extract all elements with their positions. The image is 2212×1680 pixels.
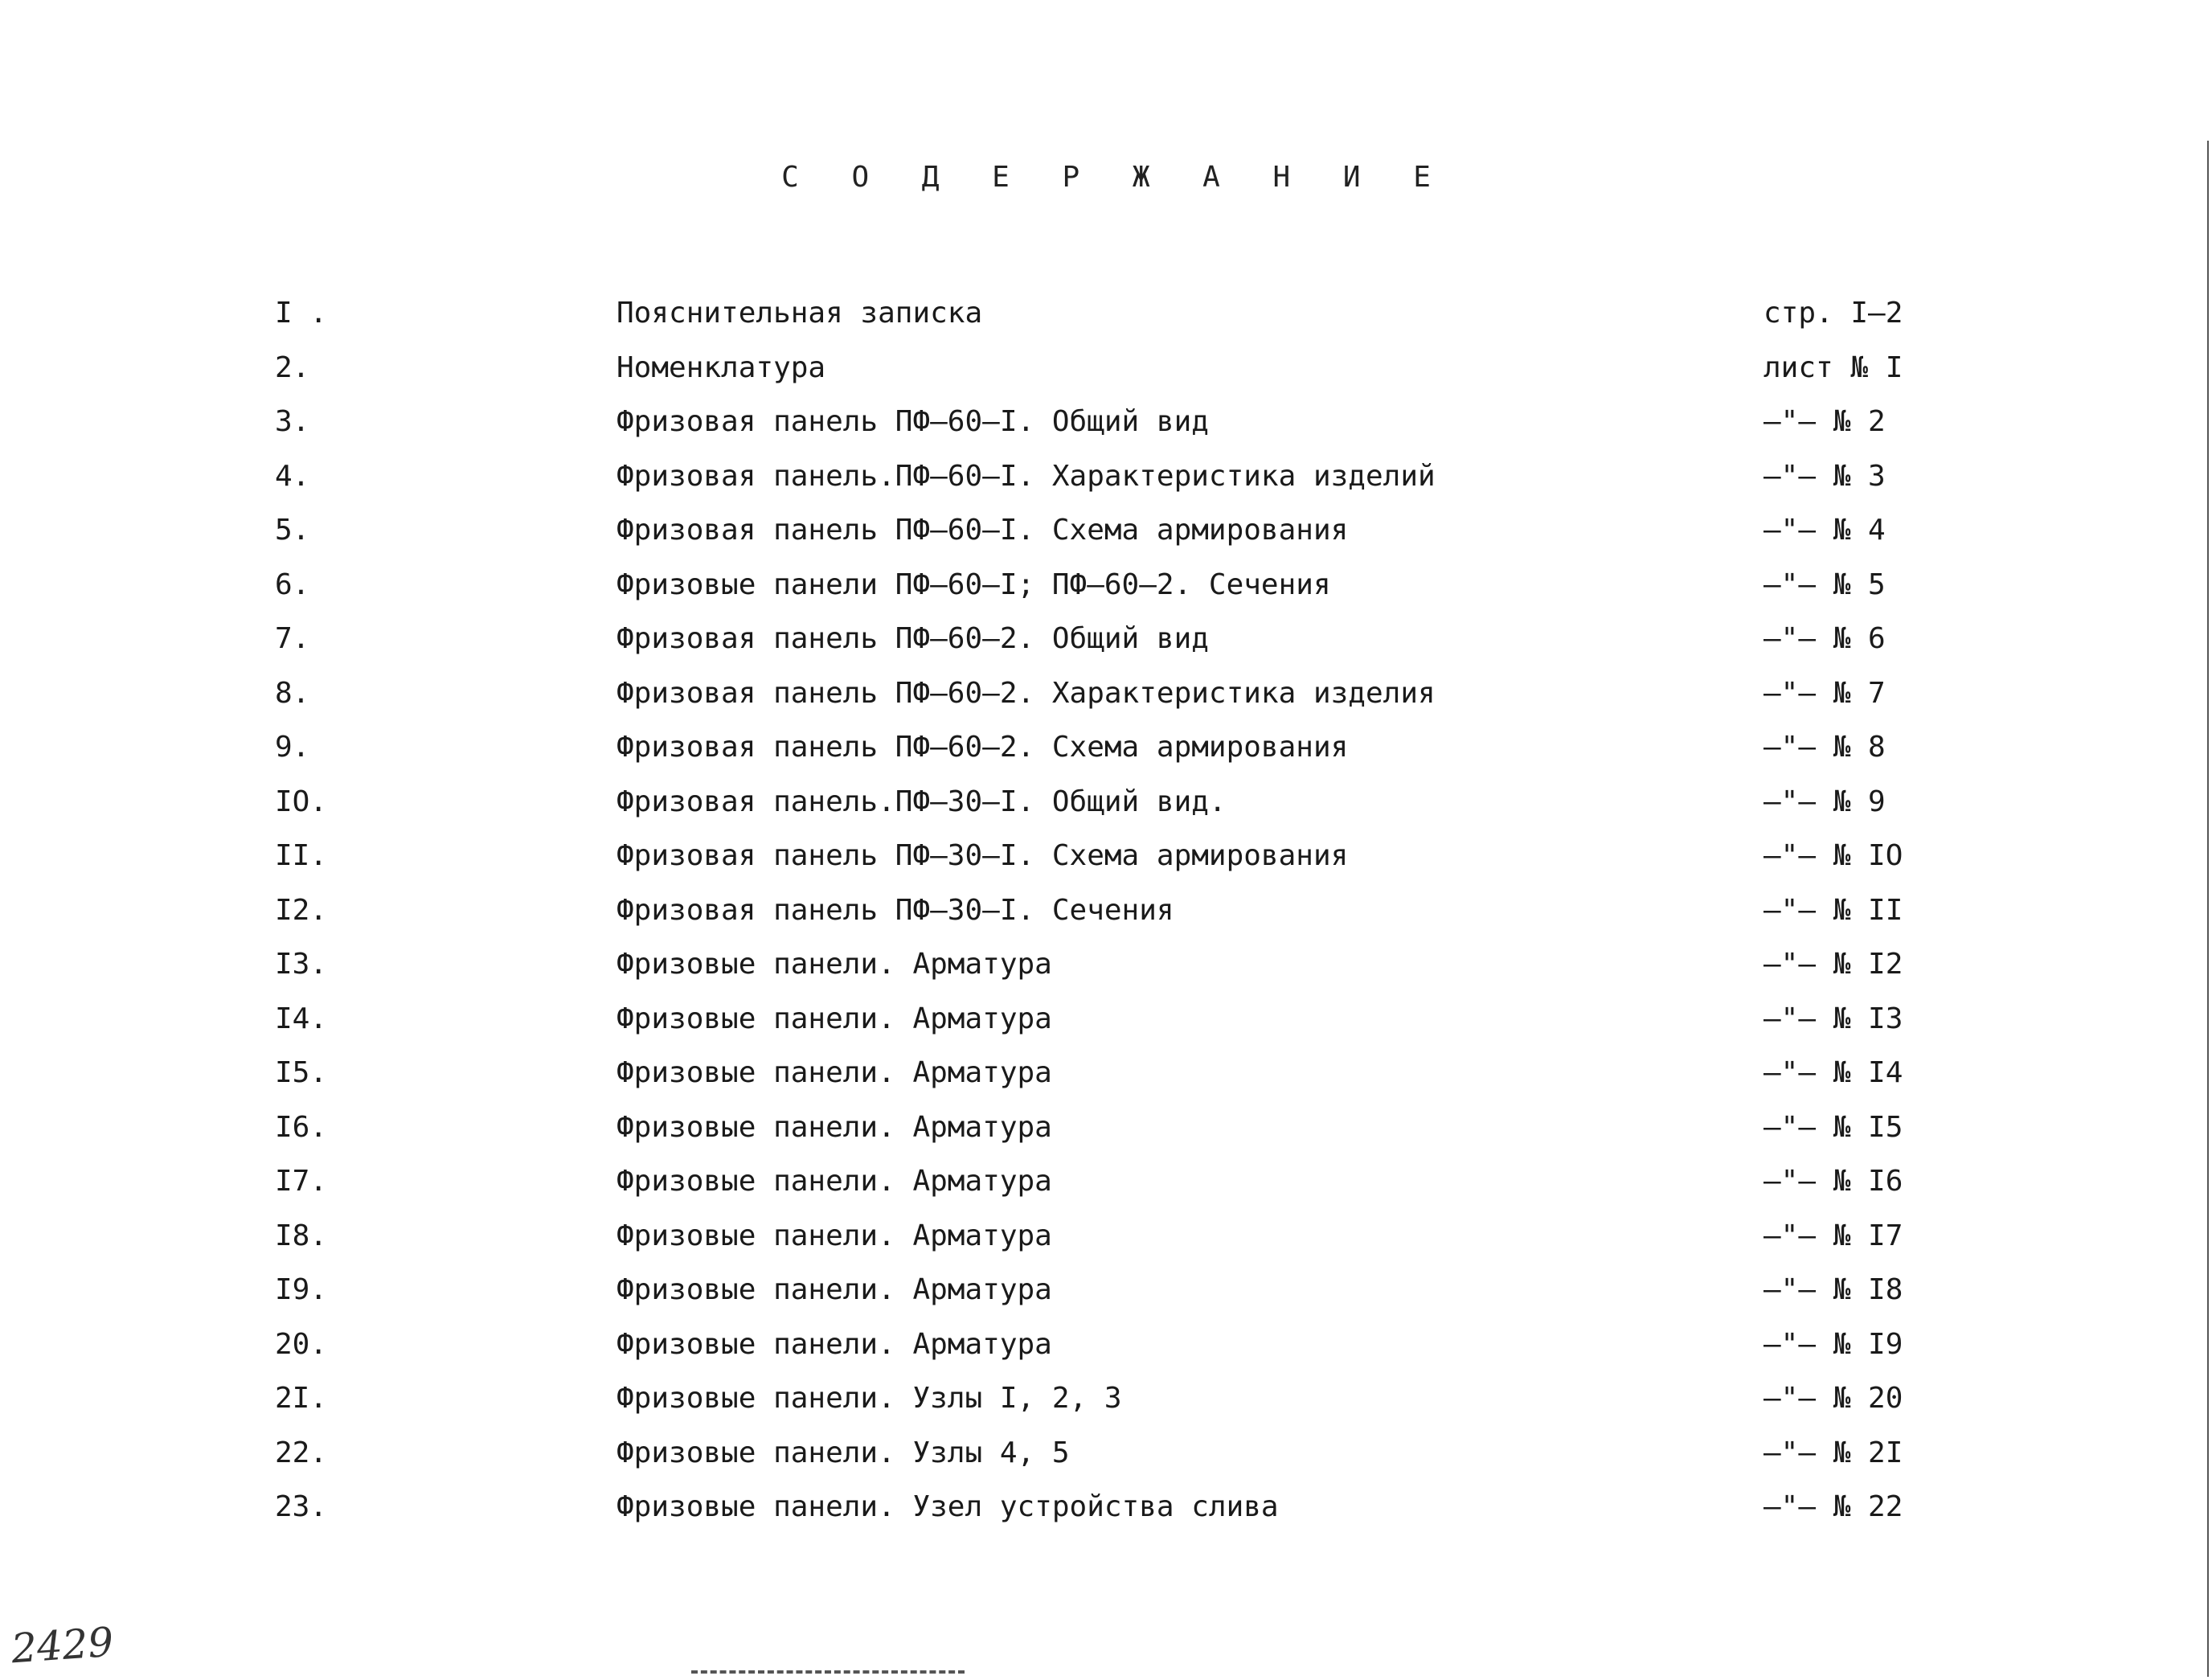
toc-row bbox=[0, 1162, 2212, 1216]
toc-item-page-ref: –"– № 7 bbox=[1763, 676, 1886, 710]
toc-item-page-ref: –"– № II bbox=[1763, 893, 1903, 927]
toc-item-title: Фризовые панели. Арматура bbox=[616, 1327, 1052, 1361]
toc-item-title: Фризовые панели. Узел устройства слива bbox=[616, 1490, 1279, 1523]
toc-row bbox=[0, 782, 2212, 837]
toc-item-number: 4. bbox=[275, 459, 310, 493]
toc-row bbox=[0, 727, 2212, 782]
toc-item-page-ref: стр. I–2 bbox=[1763, 297, 1903, 330]
toc-row bbox=[0, 619, 2212, 674]
toc-item-title: Фризовые панели. Арматура bbox=[616, 1002, 1052, 1035]
toc-item-page-ref: –"– № 2I bbox=[1763, 1436, 1903, 1469]
toc-item-number: 20. bbox=[275, 1327, 328, 1361]
toc-row bbox=[0, 1325, 2212, 1379]
toc-row bbox=[0, 944, 2212, 999]
toc-item-number: II. bbox=[275, 839, 328, 872]
toc-item-title: Фризовая панель.ПФ–30–I. Общий вид. bbox=[616, 785, 1227, 818]
toc-item-title: Фризовая панель.ПФ–60–I. Характеристика изделий bbox=[616, 459, 1436, 493]
toc-row bbox=[0, 1108, 2212, 1162]
toc-item-page-ref: лист № I bbox=[1763, 350, 1903, 384]
toc-item-title: Фризовые панели. Арматура bbox=[616, 1273, 1052, 1306]
toc-item-number: 5. bbox=[275, 514, 310, 547]
toc-row bbox=[0, 293, 2212, 348]
toc-row bbox=[0, 1379, 2212, 1433]
toc-item-title: Фризовая панель ПФ–60–2. Характеристика изделия bbox=[616, 676, 1436, 710]
toc-item-title: Фризовая панель ПФ–60–2. Общий вид bbox=[616, 622, 1209, 655]
toc-item-title: Фризовая панель ПФ–60–I. Общий вид bbox=[616, 405, 1209, 438]
toc-row bbox=[0, 891, 2212, 945]
toc-item-title: Фризовые панели. Арматура bbox=[616, 1219, 1052, 1252]
toc-item-number: 3. bbox=[275, 405, 310, 438]
table-of-contents bbox=[0, 293, 2212, 1542]
toc-item-title: Фризовые панели. Узлы 4, 5 bbox=[616, 1436, 1070, 1469]
toc-item-page-ref: –"– № I2 bbox=[1763, 948, 1903, 981]
toc-item-number: 23. bbox=[275, 1490, 328, 1523]
toc-item-page-ref: –"– № 3 bbox=[1763, 459, 1886, 493]
toc-item-page-ref: –"– № I7 bbox=[1763, 1219, 1903, 1252]
toc-row bbox=[0, 565, 2212, 620]
toc-row bbox=[0, 1216, 2212, 1271]
toc-row bbox=[0, 836, 2212, 891]
toc-item-number: 22. bbox=[275, 1436, 328, 1469]
toc-item-number: IO. bbox=[275, 785, 328, 818]
toc-item-number: 2I. bbox=[275, 1382, 328, 1415]
toc-item-number: 2. bbox=[275, 350, 310, 384]
toc-item-number: I3. bbox=[275, 948, 328, 981]
toc-item-number: 6. bbox=[275, 568, 310, 601]
toc-item-number: I4. bbox=[275, 1002, 328, 1035]
toc-item-number: I2. bbox=[275, 893, 328, 927]
toc-item-number: 7. bbox=[275, 622, 310, 655]
toc-item-page-ref: –"– № 2 bbox=[1763, 405, 1886, 438]
toc-item-title: Фризовые панели. Арматура bbox=[616, 1165, 1052, 1198]
toc-item-number: 8. bbox=[275, 676, 310, 710]
toc-row bbox=[0, 674, 2212, 728]
toc-row bbox=[0, 1487, 2212, 1542]
toc-item-title: Номенклатура bbox=[616, 350, 826, 384]
toc-item-title: Фризовые панели. Арматура bbox=[616, 1056, 1052, 1089]
toc-item-page-ref: –"– № I8 bbox=[1763, 1273, 1903, 1306]
toc-item-page-ref: –"– № I6 bbox=[1763, 1165, 1903, 1198]
toc-item-title: Фризовая панель ПФ–60–I. Схема армирования bbox=[616, 514, 1349, 547]
toc-item-number: I9. bbox=[275, 1273, 328, 1306]
toc-item-title: Пояснительная записка bbox=[616, 297, 983, 330]
toc-item-number: I . bbox=[275, 297, 328, 330]
toc-item-page-ref: –"– № 8 bbox=[1763, 731, 1886, 764]
page-edge-line bbox=[2207, 141, 2209, 1677]
toc-row bbox=[0, 1433, 2212, 1488]
toc-row bbox=[0, 1270, 2212, 1325]
handwritten-note: 2429 bbox=[10, 1618, 116, 1673]
toc-row bbox=[0, 1053, 2212, 1108]
toc-item-page-ref: –"– № 22 bbox=[1763, 1490, 1903, 1523]
toc-row bbox=[0, 457, 2212, 511]
toc-item-page-ref: –"– № 6 bbox=[1763, 622, 1886, 655]
toc-item-page-ref: –"– № IO bbox=[1763, 839, 1903, 872]
toc-item-title: Фризовая панель ПФ–60–2. Схема армирования bbox=[616, 731, 1349, 764]
page-title: С О Д Е Р Ж А Н И Е bbox=[781, 161, 1448, 194]
toc-item-number: I6. bbox=[275, 1110, 328, 1144]
toc-item-page-ref: –"– № I4 bbox=[1763, 1056, 1903, 1089]
toc-item-title: Фризовые панели. Арматура bbox=[616, 948, 1052, 981]
toc-item-page-ref: –"– № 5 bbox=[1763, 568, 1886, 601]
toc-row bbox=[0, 510, 2212, 565]
toc-item-page-ref: –"– № 4 bbox=[1763, 514, 1886, 547]
toc-item-title: Фризовые панели. Узлы I, 2, 3 bbox=[616, 1382, 1122, 1415]
toc-item-title: Фризовые панели. Арматура bbox=[616, 1110, 1052, 1144]
toc-item-title: Фризовая панель ПФ–30–I. Схема армирования bbox=[616, 839, 1349, 872]
toc-item-number: I7. bbox=[275, 1165, 328, 1198]
toc-item-page-ref: –"– № I5 bbox=[1763, 1110, 1903, 1144]
toc-item-title: Фризовые панели ПФ–60–I; ПФ–60–2. Сечения bbox=[616, 568, 1331, 601]
toc-item-page-ref: –"– № 9 bbox=[1763, 785, 1886, 818]
toc-item-page-ref: –"– № I3 bbox=[1763, 1002, 1903, 1035]
toc-item-page-ref: –"– № 20 bbox=[1763, 1382, 1903, 1415]
toc-row bbox=[0, 999, 2212, 1054]
toc-item-title: Фризовая панель ПФ–30–I. Сечения bbox=[616, 893, 1174, 927]
toc-item-number: I5. bbox=[275, 1056, 328, 1089]
toc-row bbox=[0, 402, 2212, 457]
toc-item-number: I8. bbox=[275, 1219, 328, 1252]
toc-row bbox=[0, 348, 2212, 403]
bottom-scan-marks bbox=[691, 1670, 965, 1680]
toc-item-page-ref: –"– № I9 bbox=[1763, 1327, 1903, 1361]
toc-item-number: 9. bbox=[275, 731, 310, 764]
